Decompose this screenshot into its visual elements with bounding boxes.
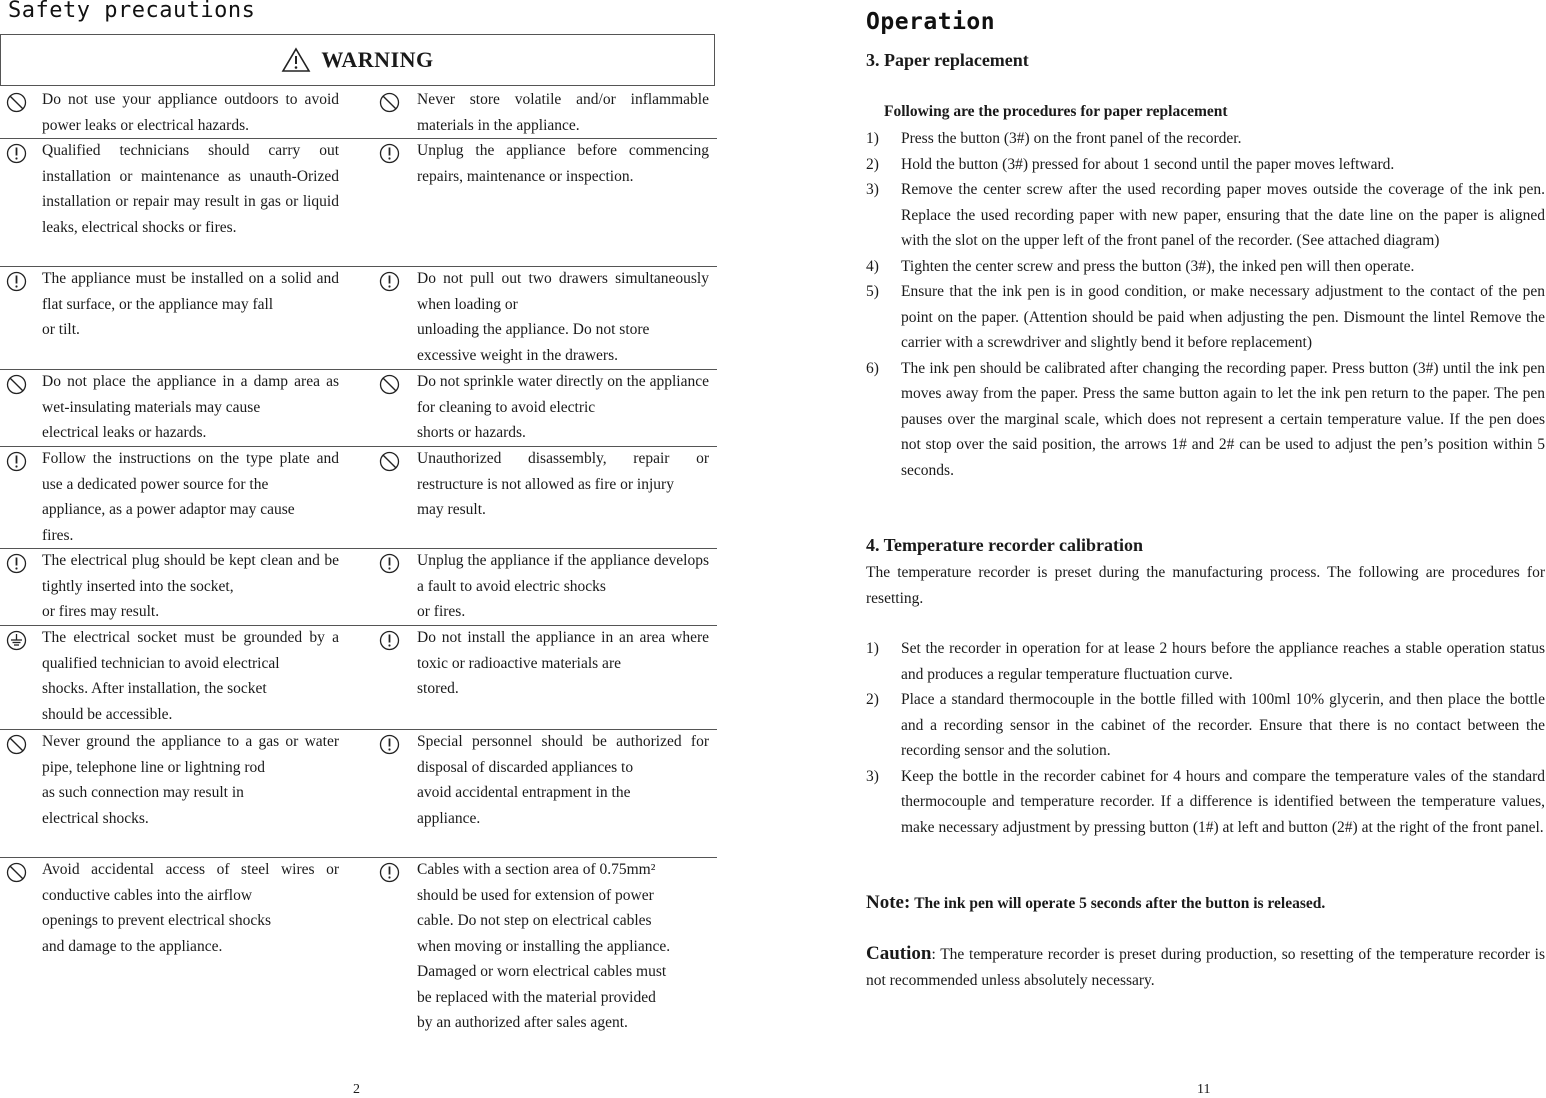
step-number: 1) (866, 130, 879, 147)
precaution-row (0, 446, 717, 549)
step-number: 3) (866, 181, 879, 198)
left-page (0, 0, 720, 1098)
precaution-row (0, 87, 717, 139)
list-item (866, 636, 1545, 687)
step-text: Ensure that the ink pen is in good condition, or make necessary adjustment to the contact of the pen point on the paper. (Attention should be paid when adjusting the pen. Dismount the lintel Remove the carrier with a screwdriver and slightly bend it before replacement) (901, 283, 1545, 351)
caution-icon (6, 271, 27, 292)
precaution-text: Do not install the appliance in an area where toxic or radioactive materials are stored. (417, 629, 709, 697)
section-intro: The temperature recorder is preset during the manufacturing process. The following are procedures for resetting. (866, 564, 1545, 607)
step-number: 1) (866, 640, 879, 657)
prohibited-icon (6, 374, 27, 395)
list-item (866, 279, 1545, 356)
precaution-text: Do not sprinkle water directly on the appliance for cleaning to avoid electric shorts or hazards. (417, 373, 709, 441)
prohibited-icon (6, 734, 27, 755)
page-number: 11 (1197, 1082, 1211, 1097)
step-number: 5) (866, 283, 879, 300)
page-number: 2 (353, 1082, 360, 1097)
precaution-row (0, 369, 717, 447)
note-text: The ink pen will operate 5 seconds after the button is released. (914, 895, 1326, 912)
warning-banner (0, 34, 715, 86)
section-heading-calibration: 4. Temperature recorder calibration (866, 535, 1143, 555)
precaution-text: Cables with a section area of 0.75mm² should be used for extension of power cable. Do not step on electrical cables when moving or installing the appliance. Damaged or worn electrical cables must be replaced with the material provided by an authorized after sales agent. (417, 861, 671, 1031)
caution-icon (379, 553, 400, 574)
caution-icon (6, 143, 27, 164)
caution-icon (379, 734, 400, 755)
step-number: 4) (866, 257, 879, 275)
warning-triangle-icon (281, 47, 311, 73)
precaution-row (0, 857, 717, 1047)
caution-icon (6, 451, 27, 472)
precaution-row (0, 729, 717, 858)
caution (866, 941, 1545, 993)
caution-icon (379, 862, 400, 883)
precaution-text: Unplug the appliance if the appliance develops a fault to avoid electric shocks or fires. (417, 552, 709, 620)
precaution-text: The electrical socket must be grounded by a qualified technician to avoid electrical shocks. After installation, the socket should be accessible. (42, 629, 339, 723)
precaution-text: Follow the instructions on the type plate and use a dedicated power source for the appliance, as a power adaptor may cause fires. (42, 450, 339, 544)
precaution-text: Qualified technicians should carry out installation or maintenance as unauth-Orized installation or repair may result in gas or liquid leaks, electrical shocks or fires. (42, 142, 339, 236)
precaution-text: Do not pull out two drawers simultaneously when loading or unloading the appliance. Do not store excessive weight in the drawers. (417, 270, 709, 364)
precaution-text: Never ground the appliance to a gas or water pipe, telephone line or lightning rod as such connection may result in electrical shocks. (42, 733, 339, 827)
warning-label: WARNING (321, 47, 434, 72)
list-item (866, 356, 1545, 484)
precaution-text: The electrical plug should be kept clean and be tightly inserted into the socket, or fires may result. (42, 552, 339, 620)
precaution-row (0, 138, 717, 267)
step-text: Set the recorder in operation for at lease 2 hours before the appliance reaches a stable operation status and produces a regular temperature fluctuation curve. (901, 640, 1545, 683)
precaution-row (0, 266, 717, 370)
caution-icon (379, 143, 400, 164)
right-page (866, 0, 1546, 1098)
prohibited-icon (6, 862, 27, 883)
precaution-text: Do not use your appliance outdoors to avoid power leaks or electrical hazards. (42, 91, 339, 134)
step-text: Keep the bottle in the recorder cabinet for 4 hours and compare the temperature vales of the standard thermocouple and temperature recorder. If a difference is identified between the temperature values, make necessary adjustment by pressing button (1#) at left and button (2#) at the right of the front panel. (901, 767, 1545, 836)
step-number: 6) (866, 359, 879, 377)
precaution-text: Do not place the appliance in a damp area as wet-insulating materials may cause electrical leaks or hazards. (42, 373, 339, 441)
list-item (866, 254, 1545, 280)
section-heading-paper-replacement: 3. Paper replacement (866, 50, 1029, 70)
caution-icon (6, 553, 27, 574)
section-intro: Following are the procedures for paper replacement (884, 103, 1228, 120)
step-text: Place a standard thermocouple in the bottle filled with 100ml 10% glycerin, and then place the bottle and a recording sensor in the cabinet of the recorder. Ensure that there is no contact between the recording sensor and the solution. (901, 691, 1545, 759)
precaution-text: Special personnel should be authorized for disposal of discarded appliances to avoid accidental entrapment in the appliance. (417, 733, 709, 827)
precaution-text: Avoid accidental access of steel wires or conductive cables into the airflow openings to prevent electrical shocks and damage to the appliance. (42, 861, 339, 955)
prohibited-icon (379, 92, 400, 113)
step-text: Press the button (3#) on the front panel of the recorder. (901, 130, 1242, 147)
precaution-text: Unauthorized disassembly, repair or restructure is not allowed as fire or injury may result. (417, 450, 709, 518)
step-text: The ink pen should be calibrated after changing the recording paper. Press button (3#) until the ink pen moves away from the paper. Press the same button again to let the ink pen return to the paper. The pen pauses over the marginal scale, which does not represent a certain temperature value. If the pen does not stop over the said position, the arrows 1# and 2# can be used to adjust the pen’s position within 5 seconds. (901, 359, 1545, 479)
caution-label: Caution (866, 943, 932, 964)
precaution-row (0, 548, 717, 626)
prohibited-icon (379, 451, 400, 472)
ground-icon (6, 630, 27, 651)
page-title: Safety precautions (8, 0, 256, 23)
step-number: 3) (866, 767, 879, 785)
step-text: Tighten the center screw and press the button (3#), the inked pen will then operate. (901, 257, 1415, 275)
prohibited-icon (379, 374, 400, 395)
paper-replacement-steps (866, 126, 1545, 483)
list-item (866, 177, 1545, 254)
step-number: 2) (866, 155, 879, 173)
note-label: Note: (866, 892, 911, 913)
precaution-row (0, 625, 717, 730)
precaution-text: Never store volatile and/or inflammable materials in the appliance. (417, 91, 709, 134)
list-item (866, 764, 1545, 841)
list-item (866, 126, 1545, 152)
prohibited-icon (6, 92, 27, 113)
caution-text: : The temperature recorder is preset during production, so resetting of the temperature recorder is not recommended unless absolutely necessary. (866, 946, 1545, 989)
step-number: 2) (866, 691, 879, 708)
precaution-text: Unplug the appliance before commencing repairs, maintenance or inspection. (417, 142, 709, 185)
operation-title: Operation (866, 9, 996, 35)
calibration-steps (866, 636, 1545, 840)
precaution-text: The appliance must be installed on a solid and flat surface, or the appliance may fall or tilt. (42, 270, 339, 338)
caution-icon (379, 630, 400, 651)
step-text: Hold the button (3#) pressed for about 1 second until the paper moves leftward. (901, 155, 1395, 173)
list-item (866, 152, 1545, 178)
caution-icon (379, 271, 400, 292)
list-item (866, 687, 1545, 764)
note (866, 890, 1545, 917)
step-text: Remove the center screw after the used recording paper moves outside the coverage of the ink pen. Replace the used recording paper with new paper, ensuring that the date line on the paper is aligned with the slot on the upper left of the front panel of the recorder. (See attached diagram) (901, 181, 1545, 249)
